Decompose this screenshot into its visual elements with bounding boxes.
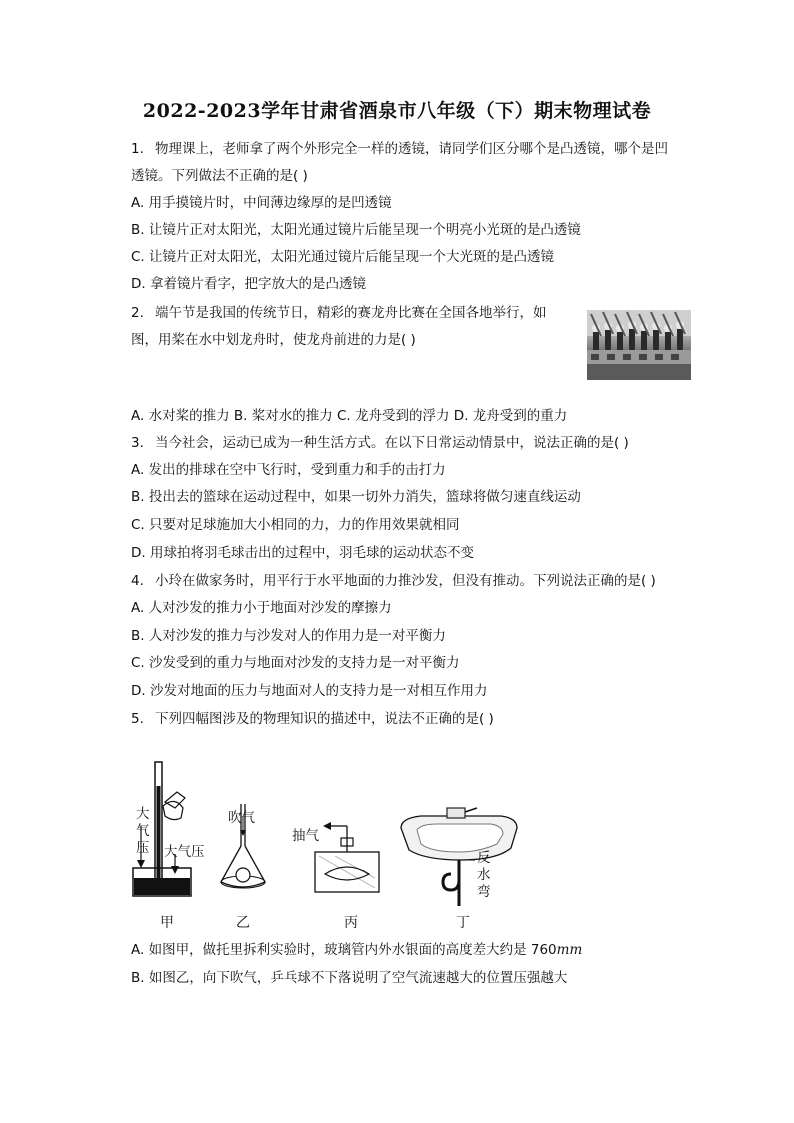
figure-yi-label: 吹气 <box>228 810 255 826</box>
question-5-number: 5. <box>131 711 144 727</box>
figure-ding-label: 反 水 弯 <box>477 850 491 900</box>
question-4-option-c: C. 沙发受到的重力与地面对沙发的支持力是一对平衡力 <box>131 655 460 671</box>
physics-figures-svg <box>125 756 525 906</box>
figure-bing-vacuum <box>315 822 379 892</box>
figure-label-bing: 丙 <box>344 915 358 931</box>
question-4-number: 4. <box>131 573 144 589</box>
question-3-option-d: D. 用球拍将羽毛球击出的过程中，羽毛球的运动状态不变 <box>131 545 474 561</box>
question-2-stem-line-1: 2. 端午节是我国的传统节日，精彩的赛龙舟比赛在全国各地举行，如 <box>131 305 547 321</box>
question-5-option-b: B. 如图乙，向下吹气，乒乓球不下落说明了空气流速越大的位置压强越大 <box>131 970 568 986</box>
exam-title: 2022-2023学年甘肃省酒泉市八年级（下）期末物理试卷 <box>142 100 652 122</box>
question-4-option-a: A. 人对沙发的推力小于地面对沙发的摩擦力 <box>131 600 392 616</box>
question-2-options: A. 水对桨的推力 B. 桨对水的推力 C. 龙舟受到的浮力 D. 龙舟受到的重力 <box>131 408 568 424</box>
question-3-option-b: B. 投出去的篮球在运动过程中，如果一切外力消失，篮球将做匀速直线运动 <box>131 489 581 505</box>
question-3-number: 3. <box>131 435 144 451</box>
question-1-stem-line-1: 1. 物理课上，老师拿了两个外形完全一样的透镜，请同学们区分哪个是凸透镜，哪个是凹 <box>131 141 668 157</box>
unit-mm: mm <box>556 942 583 958</box>
question-3-stem: 3. 当今社会，运动已成为一种生活方式。在以下日常运动情景中，说法正确的是( ) <box>131 435 629 451</box>
question-5-stem: 5. 下列四幅图涉及的物理知识的描述中，说法不正确的是( ) <box>131 711 494 727</box>
question-1-option-b: B. 让镜片正对太阳光，太阳光通过镜片后能呈现一个明亮小光斑的是凸透镜 <box>131 222 581 238</box>
figure-label-yi: 乙 <box>236 915 250 931</box>
question-1-option-c: C. 让镜片正对太阳光，太阳光通过镜片后能呈现一个大光斑的是凸透镜 <box>131 249 555 265</box>
question-4-option-b: B. 人对沙发的推力与沙发对人的作用力是一对平衡力 <box>131 628 446 644</box>
question-1-number: 1. <box>131 141 144 157</box>
question-3-option-a: A. 发出的排球在空中飞行时，受到重力和手的击打力 <box>131 462 446 478</box>
question-4-option-d: D. 沙发对地面的压力与地面对人的支持力是一对相互作用力 <box>131 683 488 699</box>
dragon-boat-photo <box>587 310 691 380</box>
question-2-number: 2. <box>131 305 144 321</box>
figure-label-ding: 丁 <box>456 915 470 931</box>
dragon-boat-rowers-image <box>587 310 691 380</box>
question-3-option-c: C. 只要对足球施加大小相同的力，力的作用效果就相同 <box>131 517 460 533</box>
question-1-stem-line-2: 透镜。下列做法不正确的是( ) <box>131 168 308 184</box>
figure-label-jia: 甲 <box>160 915 174 931</box>
figure-jia-left-label: 大 气 压 <box>136 806 150 856</box>
question-2-stem-line-2: 图，用桨在水中划龙舟时，使龙舟前进的力是( ) <box>131 332 416 348</box>
question-1-option-d: D. 拿着镜片看字，把字放大的是凸透镜 <box>131 276 366 292</box>
figure-bing-label: 抽气 <box>292 828 319 844</box>
question-4-stem: 4. 小玲在做家务时，用平行于水平地面的力推沙发，但没有推动。下列说法正确的是( ) <box>131 573 656 589</box>
question-5-option-a: A. 如图甲，做托里拆利实验时，玻璃管内外水银面的高度差大约是 760mm <box>131 942 583 958</box>
figure-jia-right-label: 大气压 <box>164 844 205 860</box>
question-1-option-a: A. 用手摸镜片时，中间薄边缘厚的是凹透镜 <box>131 195 392 211</box>
figure-ding-sink <box>401 808 517 906</box>
